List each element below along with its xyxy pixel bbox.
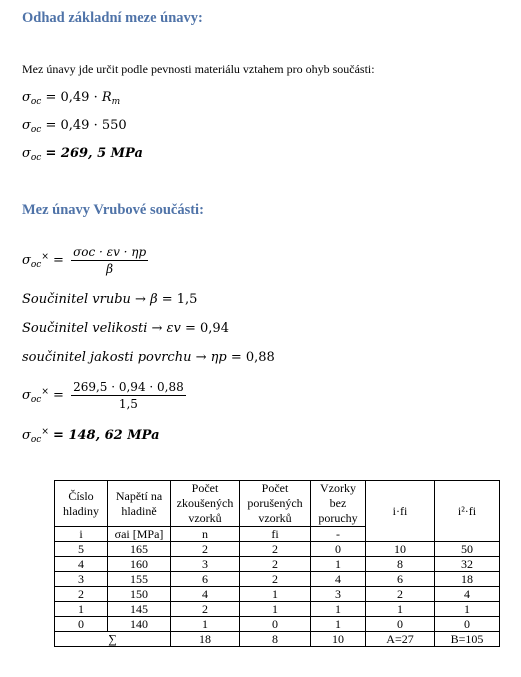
table-cell: 2	[171, 602, 240, 617]
subscript: oc	[30, 97, 42, 107]
size-factor-value: = 0,94	[180, 321, 229, 336]
table-cell: 2	[240, 572, 311, 587]
sum-cell: 18	[171, 632, 240, 647]
table-cell: 150	[108, 587, 171, 602]
subscript: oc	[30, 125, 42, 135]
table-cell: 4	[55, 557, 108, 572]
table-cell: 1	[171, 617, 240, 632]
table-cell: 1	[311, 557, 366, 572]
section-heading-notched-fatigue: Mez únavy Vrubové součásti:	[22, 202, 204, 218]
equation-1	[22, 90, 120, 107]
notch-factor-label: Součinitel vrubu → β	[22, 292, 158, 307]
subheader-cell: -	[311, 527, 366, 542]
table-cell: 1	[311, 617, 366, 632]
table-cell: 0	[366, 617, 435, 632]
table-row	[55, 572, 500, 587]
table-cell: 0	[435, 617, 500, 632]
superscript-x: ×	[41, 252, 49, 262]
table-cell: 2	[366, 587, 435, 602]
subheader-cell: fi	[240, 527, 311, 542]
table-cell: 2	[240, 542, 311, 557]
sum-cell: 10	[311, 632, 366, 647]
fraction-substituted	[71, 380, 186, 411]
table-cell: 1	[55, 602, 108, 617]
table-cell: 32	[435, 557, 500, 572]
table-row	[55, 602, 500, 617]
subscript: oc	[30, 260, 42, 270]
table-body	[55, 542, 500, 632]
table-cell: 4	[435, 587, 500, 602]
header-cell: Vzorky bez poruchy	[311, 481, 366, 527]
rm-symbol: R	[101, 90, 112, 105]
table-cell: 0	[240, 617, 311, 632]
sigma-symbol: σ	[22, 146, 31, 161]
fraction-formula	[71, 245, 148, 276]
surface-factor-value: = 0,88	[226, 350, 275, 365]
table-cell: 6	[366, 572, 435, 587]
equation-2-rhs: = 0,49 · 550	[45, 118, 127, 133]
header-cell: Číslo hladiny	[55, 481, 108, 527]
equation-notched-result	[22, 427, 160, 445]
table-row	[55, 542, 500, 557]
subheader-cell: σai [MPa]	[108, 527, 171, 542]
table-cell: 3	[55, 572, 108, 587]
table-cell: 50	[435, 542, 500, 557]
superscript-x: ×	[41, 387, 49, 397]
table-cell: 4	[311, 572, 366, 587]
subheader-cell: n	[171, 527, 240, 542]
subscript: oc	[30, 435, 42, 445]
equation-3-result: = 269, 5 MPa	[45, 146, 143, 161]
table-cell: 2	[55, 587, 108, 602]
table-cell: 165	[108, 542, 171, 557]
table-cell: 6	[171, 572, 240, 587]
header-cell: Počet porušených vzorků	[240, 481, 311, 527]
table-header-row	[55, 481, 500, 527]
table-cell: 8	[366, 557, 435, 572]
table-cell: 4	[171, 587, 240, 602]
table-sum-row	[55, 632, 500, 647]
sum-symbol-cell: ∑	[55, 632, 171, 647]
equation-3	[22, 146, 143, 163]
table-row	[55, 587, 500, 602]
table-cell: 3	[171, 557, 240, 572]
surface-factor-line	[22, 350, 275, 365]
table-cell: 1	[240, 602, 311, 617]
notched-result-value: = 148, 62 MPa	[53, 428, 160, 443]
table-cell: 1	[240, 587, 311, 602]
table-cell: 145	[108, 602, 171, 617]
sum-cell: A=27	[366, 632, 435, 647]
sum-cell: 8	[240, 632, 311, 647]
sigma-symbol: σ	[22, 90, 31, 105]
notch-factor-line	[22, 292, 197, 307]
fatigue-test-table	[54, 480, 500, 647]
header-cell: Počet zkoušených vzorků	[171, 481, 240, 527]
table-cell: 2	[240, 557, 311, 572]
equation-notched-substituted: $\sigma_{oc}^\times$ = $\frac{269,5 \cdot 0,94 \cdot 0,88}{1,5}$	[22, 380, 184, 411]
table-cell: 3	[311, 587, 366, 602]
fraction-numerator: σoc · εv · ηp	[73, 245, 147, 259]
equation-1-rhs: = 0,49 ·	[45, 90, 102, 105]
notch-factor-value: = 1,5	[157, 292, 198, 307]
section-heading-fatigue-limit: Odhad základní meze únavy:	[22, 10, 203, 26]
surface-factor-label: součinitel jakosti povrchu → ηp	[22, 350, 227, 365]
table-cell: 5	[55, 542, 108, 557]
sum-cell: B=105	[435, 632, 500, 647]
subscript: oc	[30, 395, 42, 405]
table-cell: 140	[108, 617, 171, 632]
table-cell: 18	[435, 572, 500, 587]
table-cell: 0	[311, 542, 366, 557]
subheader-cell: i	[55, 527, 108, 542]
table-cell: 1	[366, 602, 435, 617]
rm-subscript: m	[111, 97, 121, 107]
sigma-symbol: σ	[22, 253, 31, 268]
table-cell: 0	[55, 617, 108, 632]
sigma-symbol: σ	[22, 118, 31, 133]
table-cell: 1	[311, 602, 366, 617]
size-factor-label: Součinitel velikosti → εv	[22, 321, 181, 336]
sigma-symbol: σ	[22, 428, 31, 443]
table-cell: 1	[435, 602, 500, 617]
table-cell: 160	[108, 557, 171, 572]
fraction-numerator: 269,5 · 0,94 · 0,88	[73, 380, 184, 394]
table-cell: 10	[366, 542, 435, 557]
sigma-symbol: σ	[22, 388, 31, 403]
table-cell: 155	[108, 572, 171, 587]
header-cell: i²·fi	[435, 481, 500, 542]
superscript-x: ×	[41, 427, 49, 437]
equation-notched-formula: $\sigma_{oc}^\times$ = $\frac{\text{σoc · εv · ηp}}{\beta}$	[22, 245, 147, 276]
header-cell: i·fi	[366, 481, 435, 542]
subscript: oc	[30, 153, 42, 163]
intro-text: Mez únavy jde určit podle pevnosti materiálu vztahem pro ohyb součásti:	[22, 62, 375, 76]
fraction-denominator: β	[106, 262, 114, 276]
table-cell: 2	[171, 542, 240, 557]
table-row	[55, 617, 500, 632]
header-cell: Napětí na hladině	[108, 481, 171, 527]
equation-2	[22, 118, 127, 135]
table-row	[55, 557, 500, 572]
fraction-denominator: 1,5	[118, 397, 138, 411]
size-factor-line	[22, 321, 229, 336]
